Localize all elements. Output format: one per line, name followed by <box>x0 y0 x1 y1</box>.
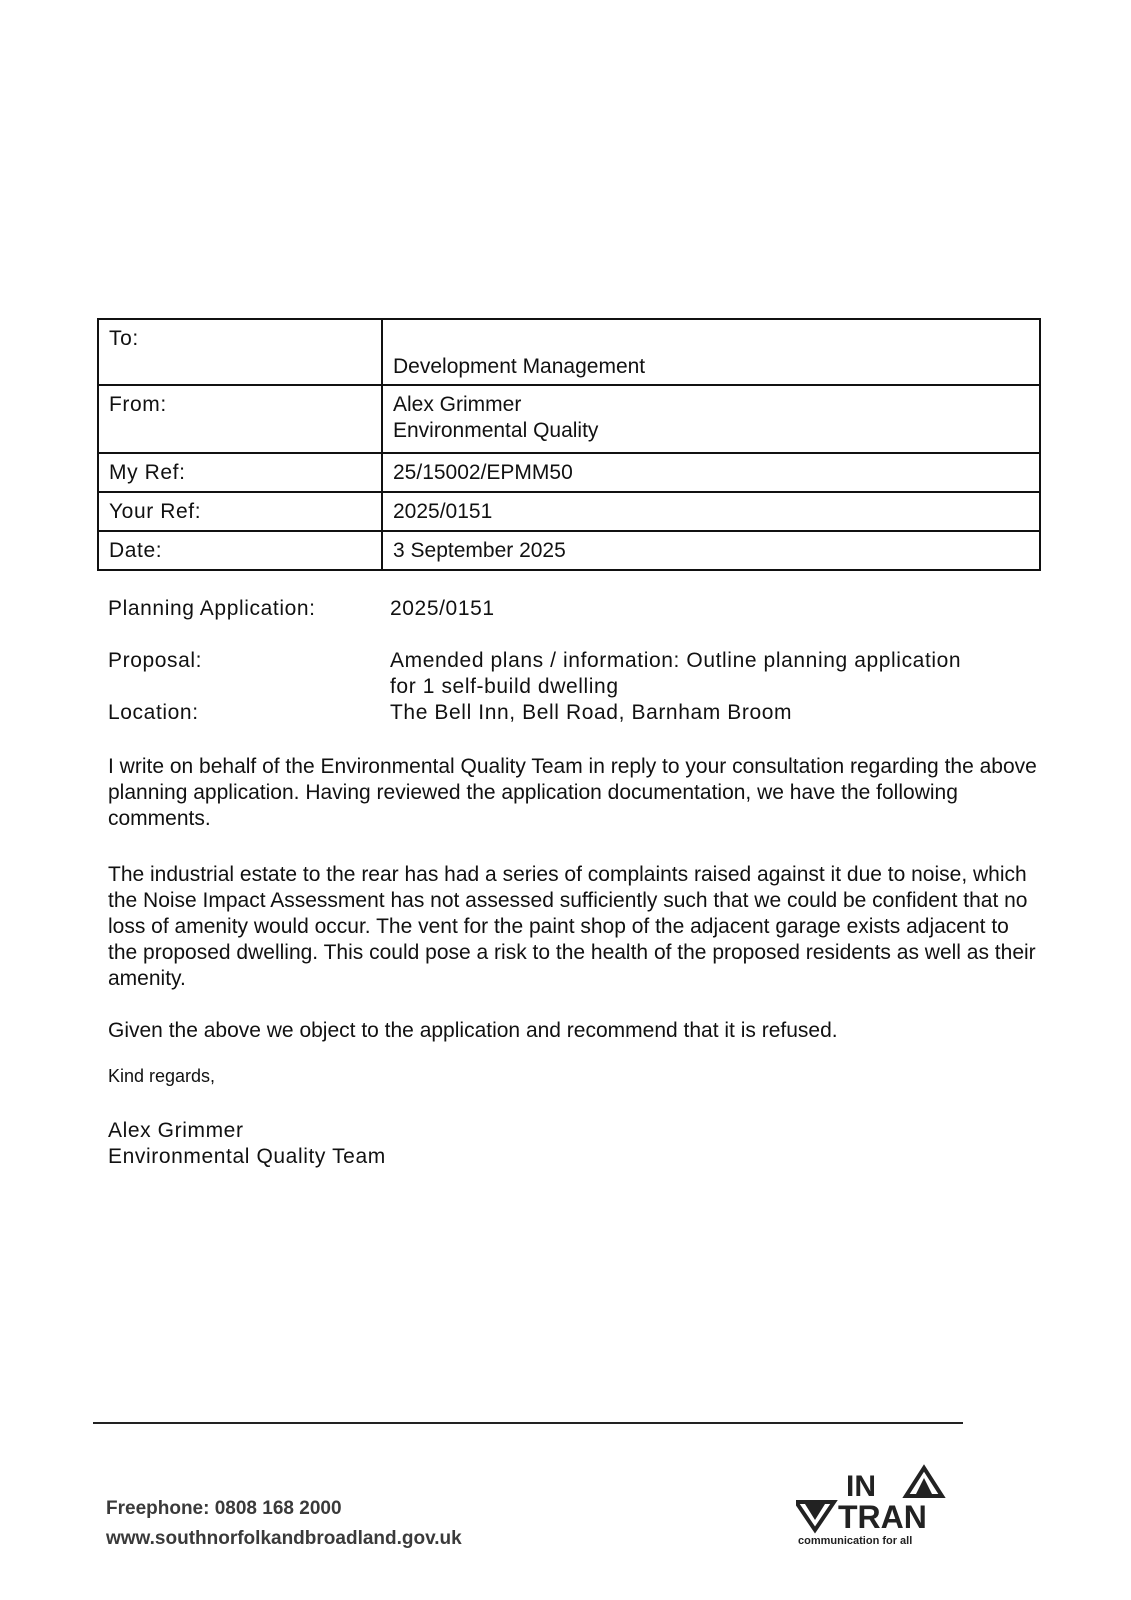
your-ref-value: 2025/0151 <box>382 492 1040 531</box>
signature-team: Environmental Quality Team <box>108 1145 386 1168</box>
memo-row-to <box>98 319 1040 385</box>
proposal-label: Proposal: <box>108 649 203 672</box>
body-paragraph-3: Given the above we object to the application and recommend that it is refused. <box>108 1019 838 1042</box>
from-value <box>382 385 1040 453</box>
date-value: 3 September 2025 <box>382 531 1040 570</box>
memo-header-table <box>97 318 1041 571</box>
website-link[interactable]: www.southnorfolkandbroadland.gov.uk <box>106 1528 462 1549</box>
logo-tagline: communication for all <box>798 1535 913 1547</box>
logo-tran-text: TRAN <box>838 1499 927 1535</box>
proposal-line-1: Amended plans / information: Outline planning application <box>390 649 962 672</box>
memo-row-your-ref <box>98 492 1040 531</box>
proposal-value <box>390 648 1048 700</box>
closing-regards: Kind regards, <box>108 1066 216 1086</box>
proposal-row <box>108 648 1048 700</box>
date-label: Date: <box>98 531 382 570</box>
memo-row-from <box>98 385 1040 453</box>
my-ref-label: My Ref: <box>98 453 382 492</box>
memo-row-my-ref <box>98 453 1040 492</box>
body-paragraph-2: The industrial estate to the rear has had a series of complaints raised against it due to noise, which the Noise Impact Assessment has not assessed sufficiently such that we could be confident that no loss of amenity would occur. The vent for the paint shop of the adjacent garage exists adjacent to the proposed dwelling. This could pose a risk to the health of the proposed residents as well as their amenity. <box>108 863 1036 990</box>
from-name: Alex Grimmer <box>393 393 522 416</box>
body-paragraph-1: I write on behalf of the Environmental Quality Team in reply to your consultation regarding the above planning application. Having reviewed the application documentation, we have the following comments. <box>108 755 1037 830</box>
location-label: Location: <box>108 701 199 724</box>
freephone-line <box>106 1494 462 1524</box>
from-dept: Environmental Quality <box>393 419 599 442</box>
signature-block <box>108 1118 386 1170</box>
application-details <box>108 596 1048 726</box>
footer-contact <box>106 1494 462 1554</box>
planning-application-row <box>108 596 1048 622</box>
my-ref-value: 25/15002/EPMM50 <box>382 453 1040 492</box>
logo-in-text: IN <box>846 1470 876 1503</box>
memo-row-date <box>98 531 1040 570</box>
to-value: Development Management <box>382 319 1040 385</box>
signature-name: Alex Grimmer <box>108 1119 244 1142</box>
in-tran-logo <box>796 1464 956 1548</box>
freephone-number: 0808 168 2000 <box>214 1498 342 1519</box>
freephone-label: Freephone: <box>106 1498 210 1519</box>
footer-divider <box>93 1422 963 1424</box>
planning-application-label: Planning Application: <box>108 597 316 620</box>
your-ref-label: Your Ref: <box>98 492 382 531</box>
from-label: From: <box>98 385 382 453</box>
location-row <box>108 700 1048 726</box>
location-value: The Bell Inn, Bell Road, Barnham Broom <box>390 701 793 724</box>
planning-application-value: 2025/0151 <box>390 597 495 620</box>
proposal-line-2: for 1 self-build dwelling <box>390 675 619 698</box>
to-label: To: <box>98 319 382 385</box>
